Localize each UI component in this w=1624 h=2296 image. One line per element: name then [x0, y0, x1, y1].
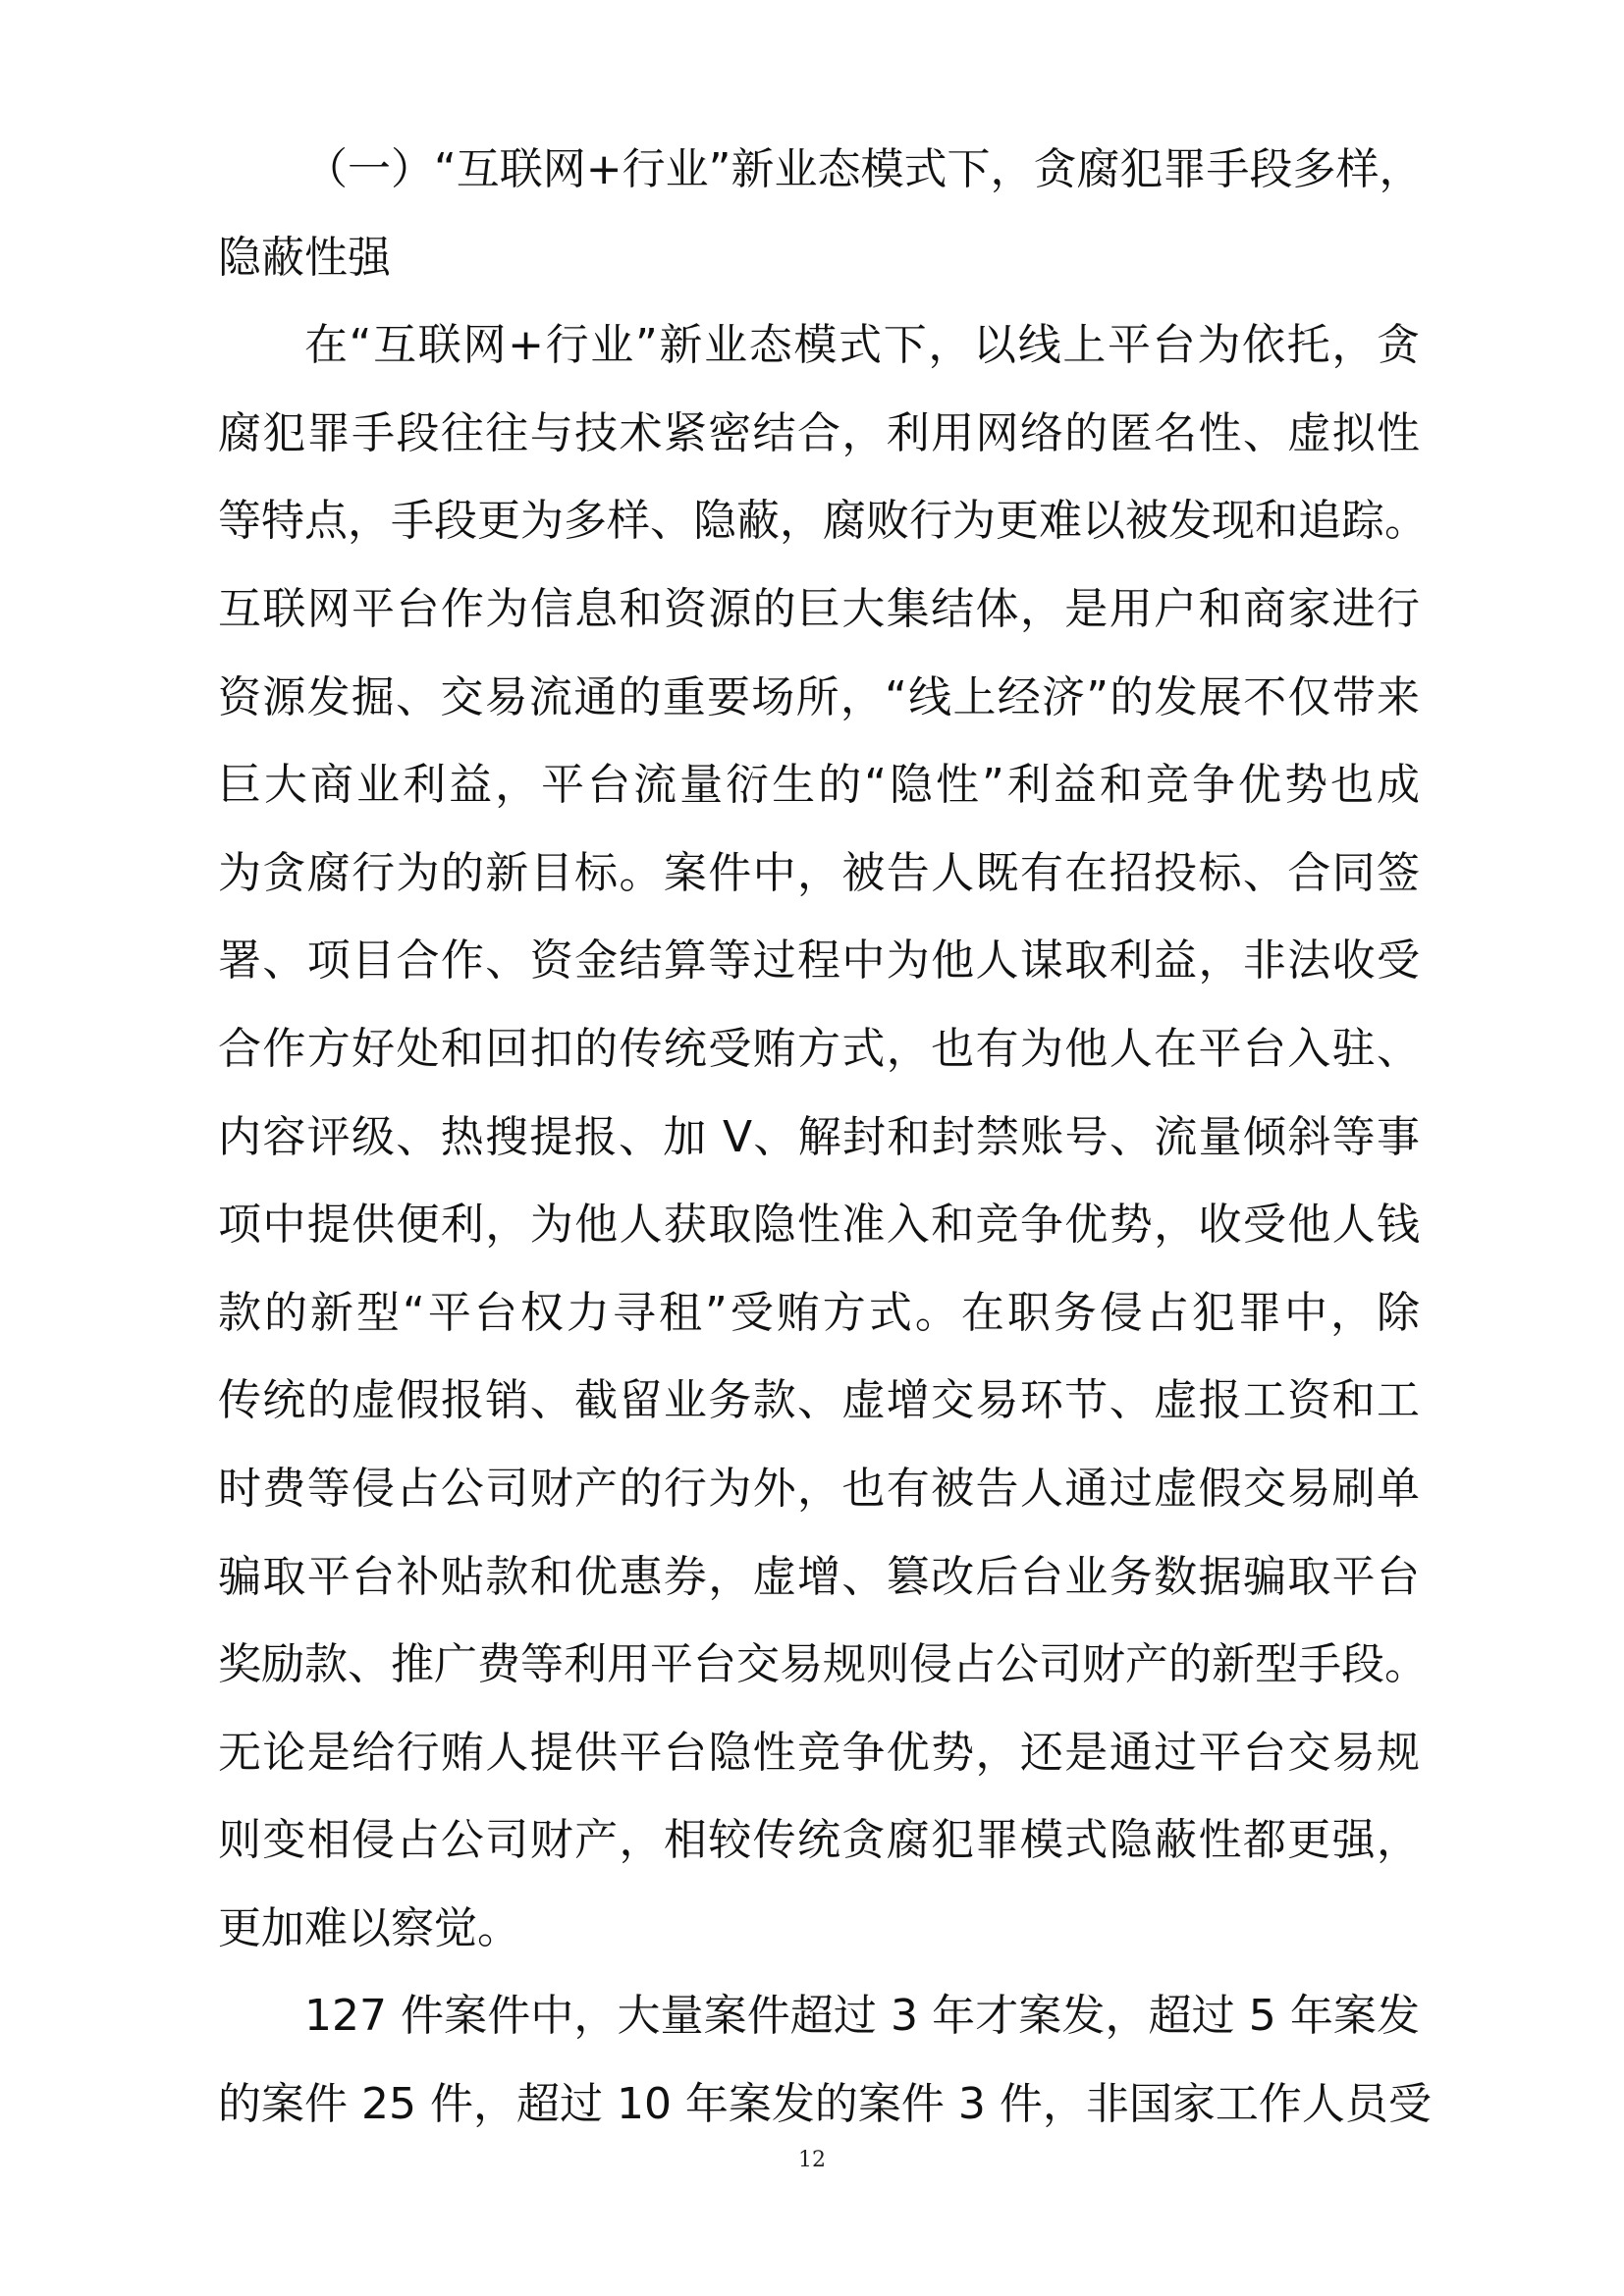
text-line: 合作方好处和回扣的传统受贿方式，也有为他人在平台入驻、: [218, 1023, 1420, 1074]
text-line: 项中提供便利，为他人获取隐性准入和竞争优势，收受他人钱: [218, 1200, 1420, 1251]
text-line: 无论是给行贿人提供平台隐性竞争优势，还是通过平台交易规: [218, 1727, 1420, 1778]
text-line: 在“互联网+行业”新业态模式下，以线上平台为依托，贪: [304, 320, 1420, 371]
body-text: [218, 126, 1432, 2149]
text-line: 资源发掘、交易流通的重要场所，“线上经济”的发展不仅带来: [218, 671, 1420, 722]
text-line: 传统的虚假报销、截留业务款、虚增交易环节、虚报工资和工: [218, 1375, 1420, 1426]
paragraph: [218, 301, 1428, 1972]
text-line: 内容评级、热搜提报、加 V、解封和封禁账号、流量倾斜等事: [218, 1111, 1420, 1162]
text-line: 腐犯罪手段往往与技术紧密结合，利用网络的匿名性、虚拟性: [218, 407, 1420, 458]
text-line: 隐蔽性强: [218, 232, 391, 283]
text-line: 巨大商业利益，平台流量衍生的“隐性”利益和竞争优势也成: [218, 760, 1420, 811]
text-line: 骗取平台补贴款和优惠券，虚增、篡改后台业务数据骗取平台: [218, 1551, 1420, 1602]
text-line: 等特点，手段更为多样、隐蔽，腐败行为更难以被发现和追踪。: [218, 496, 1428, 547]
text-line: 署、项目合作、资金结算等过程中为他人谋取利益，非法收受: [218, 935, 1420, 987]
text-line: 奖励款、推广费等利用平台交易规则侵占公司财产的新型手段。: [218, 1639, 1428, 1690]
section-heading: [218, 126, 1423, 301]
text-line: 的案件 25 件，超过 10 年案发的案件 3 件，非国家工作人员受: [218, 2079, 1432, 2130]
paragraph: [218, 1972, 1432, 2148]
text-line: （一）“互联网+行业”新业态模式下，贪腐犯罪手段多样，: [304, 144, 1423, 194]
text-line: 款的新型“平台权力寻租”受贿方式。在职务侵占犯罪中，除: [218, 1287, 1420, 1338]
text-line: 为贪腐行为的新目标。案件中，被告人既有在招投标、合同签: [218, 847, 1420, 898]
text-line: 时费等侵占公司财产的行为外，也有被告人通过虚假交易刷单: [218, 1463, 1420, 1514]
text-line: 则变相侵占公司财产，相较传统贪腐犯罪模式隐蔽性都更强，: [218, 1815, 1420, 1866]
text-line: 127 件案件中，大量案件超过 3 年才案发，超过 5 年案发: [304, 1991, 1420, 2042]
text-line: 互联网平台作为信息和资源的巨大集结体，是用户和商家进行: [218, 583, 1420, 634]
page-number: 12: [798, 2148, 826, 2172]
text-line: 更加难以察觉。: [218, 1902, 520, 1953]
